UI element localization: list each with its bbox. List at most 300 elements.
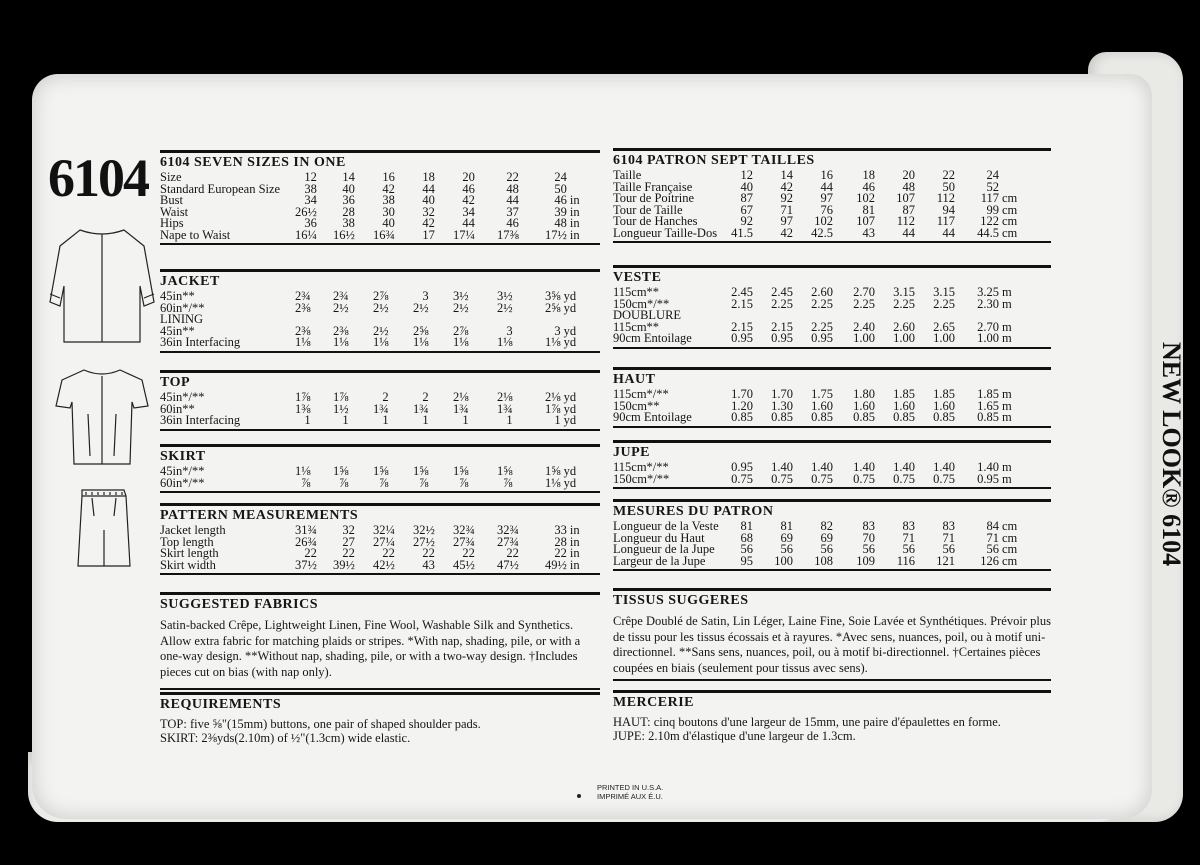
section-title: 6104 PATRON SEPT TAILLES xyxy=(613,148,1051,170)
table-cell: 44 xyxy=(422,181,435,196)
unit-cell xyxy=(567,172,600,184)
table-cell: 1⅝ xyxy=(413,464,429,478)
english-jacket-section xyxy=(160,269,600,353)
table-cell: 1⅞ xyxy=(545,401,561,416)
table-cell: 26½ xyxy=(295,204,317,219)
unit-cell: cm xyxy=(1002,191,1018,205)
table-cell: 1¾ xyxy=(413,401,429,416)
row-label: Largeur de la Jupe xyxy=(613,553,706,568)
table-cell: 2.65 xyxy=(933,319,955,334)
row-label: 115cm*/** xyxy=(613,387,669,401)
row-label: Longueur Taille-Dos xyxy=(613,225,718,240)
table-row xyxy=(160,415,600,427)
row-label: Skirt length xyxy=(160,546,219,560)
table-cell: 2.70 xyxy=(853,285,875,299)
table-cell: 3 xyxy=(506,323,513,338)
table-cell: 24 xyxy=(554,170,567,184)
table-cell: 1.60 xyxy=(811,398,833,413)
row-label: 36in Interfacing xyxy=(160,335,241,349)
printed-in-usa: PRINTED IN U.S.A. IMPRIMÉ AUX É.U. xyxy=(597,783,664,801)
brand-logo: NEW LOOK® 6104 xyxy=(1157,342,1186,567)
table-cell: 2¾ xyxy=(295,289,311,303)
row-label: 45in*/** xyxy=(160,390,205,404)
table-cell: 50 xyxy=(554,181,567,196)
table-cell: 56 xyxy=(986,542,999,556)
table-cell: 22 xyxy=(506,170,519,184)
table-cell: 83 xyxy=(862,519,875,533)
table-row xyxy=(160,337,600,349)
table-cell: 52 xyxy=(986,179,999,194)
table-cell: 1.60 xyxy=(853,398,875,413)
table-cell: 1.40 xyxy=(933,460,955,474)
french-mercerie-section xyxy=(613,690,1051,743)
table-cell: 1 xyxy=(462,413,469,427)
section-title: 6104 SEVEN SIZES IN ONE xyxy=(160,150,600,172)
unit-cell: yd xyxy=(563,335,577,349)
section-title: TISSUS SUGGERES xyxy=(613,588,1051,610)
row-label: 150cm** xyxy=(613,398,660,413)
table-cell: 44 xyxy=(820,179,833,194)
table-cell: 32 xyxy=(342,523,355,537)
unit-cell: m xyxy=(1002,398,1012,413)
row-label: Standard European Size xyxy=(160,181,281,196)
row-label: Tour de Poitrine xyxy=(613,191,695,205)
table-row xyxy=(160,230,600,242)
jacket-back-sketch xyxy=(50,230,154,342)
english-requirements-section xyxy=(160,692,600,745)
section-title: TOP xyxy=(160,370,600,392)
table-row xyxy=(613,228,1051,240)
table-cell: 2.25 xyxy=(933,296,955,311)
table-cell: 17 xyxy=(422,227,435,242)
table-cell: 1 xyxy=(382,413,389,427)
table-cell: 1 xyxy=(506,413,513,427)
unit-cell: m xyxy=(1002,460,1012,474)
table-cell: 56 xyxy=(862,542,875,556)
table-cell: 46 xyxy=(462,181,475,196)
unit-cell: m xyxy=(1002,319,1012,334)
section-title: JUPE xyxy=(613,440,1051,462)
table-cell: 1.20 xyxy=(731,398,753,413)
table-cell: 2.70 xyxy=(977,319,999,334)
unit-cell: yd xyxy=(563,289,577,303)
fabrics-text: Satin-backed Crêpe, Lightweight Linen, Fine Wool, Washable Silk and Synthetics. Allow extra fabric for matching plaids or stripes. *With nap, shading, pile, or with a one-way design. **Without nap, shading, pile, or with a two-way design. †Includes pieces cut on bias (with nap only). xyxy=(160,618,581,679)
table-cell: 70 xyxy=(862,530,875,545)
table-cell: 1⅝ xyxy=(453,464,469,478)
table-cell: 16¾ xyxy=(373,227,395,242)
row-label: Size xyxy=(160,170,182,184)
table-cell: 44 xyxy=(462,216,475,230)
table-cell: 2⅞ xyxy=(373,289,389,303)
table-cell: 1¾ xyxy=(373,401,389,416)
table-cell: 24 xyxy=(986,168,999,182)
table-row xyxy=(613,474,1051,486)
sizes-table xyxy=(160,172,600,241)
table-cell: 71 xyxy=(942,530,955,545)
table-cell: 1.60 xyxy=(933,398,955,413)
row-label: 115cm** xyxy=(613,285,660,299)
table-cell: 1.70 xyxy=(771,387,793,401)
table-cell: 2½ xyxy=(373,323,389,338)
table-cell: 1⅝ xyxy=(545,464,561,478)
table-cell: 2.15 xyxy=(731,296,753,311)
table-cell: 1.80 xyxy=(853,387,875,401)
table-cell: 2⅛ xyxy=(497,390,513,404)
table-cell: 16 xyxy=(382,170,395,184)
table-cell: 1.00 xyxy=(977,331,999,345)
table-cell: 0.95 xyxy=(811,331,833,345)
table-cell: 37½ xyxy=(295,557,317,572)
table-cell: 36 xyxy=(342,193,355,207)
table-cell: 34 xyxy=(462,204,475,219)
table-cell: 1½ xyxy=(333,401,349,416)
row-label: Longueur du Haut xyxy=(613,530,705,545)
table-cell: 107 xyxy=(896,191,915,205)
section-title: MESURES DU PATRON xyxy=(613,499,1051,521)
unit-cell: in xyxy=(569,204,580,219)
table-cell: 36 xyxy=(304,216,317,230)
table-cell: 99 xyxy=(986,202,999,217)
table-cell: 2¾ xyxy=(333,289,349,303)
table-cell: 31¾ xyxy=(295,523,317,537)
table-cell: 71 xyxy=(780,202,793,217)
table-row xyxy=(613,333,1051,345)
table-cell: 92 xyxy=(740,214,753,228)
unit-cell: in xyxy=(569,193,580,207)
table-cell: 1 xyxy=(342,413,349,427)
table-cell: 2.45 xyxy=(771,285,793,299)
table-cell: 2.25 xyxy=(771,296,793,311)
table-cell: 27¾ xyxy=(453,534,475,549)
table-cell: 0.95 xyxy=(977,471,999,486)
table-cell: 47½ xyxy=(497,557,519,572)
table-cell: 46 xyxy=(554,193,567,207)
skirt-yardage-table xyxy=(160,466,600,489)
row-label: Taille Française xyxy=(613,179,693,194)
table-cell: 44 xyxy=(942,225,955,240)
table-cell: 95 xyxy=(740,553,753,568)
table-cell: 12 xyxy=(304,170,317,184)
unit-cell: cm xyxy=(1002,542,1018,556)
table-cell: 2.40 xyxy=(853,319,875,334)
table-cell: 1⅛ xyxy=(497,335,513,349)
table-cell: 42 xyxy=(780,179,793,194)
row-label: 90cm Entoilage xyxy=(613,331,692,345)
table-cell: 92 xyxy=(780,191,793,205)
table-cell: 3.15 xyxy=(933,285,955,299)
table-cell: 1⅛ xyxy=(295,464,311,478)
table-cell: 112 xyxy=(896,214,915,228)
table-cell: 40 xyxy=(740,179,753,194)
row-label: 45in** xyxy=(160,289,195,303)
table-cell: 18 xyxy=(422,170,435,184)
unit-cell: in xyxy=(569,557,580,572)
skirt-sketch xyxy=(78,490,130,566)
unit-cell: yd xyxy=(563,475,577,490)
table-cell: 2.25 xyxy=(893,296,915,311)
table-cell: 1⅛ xyxy=(545,475,561,490)
table-cell: 2.25 xyxy=(853,296,875,311)
table-cell: 22 xyxy=(554,546,567,560)
table-cell: 3 xyxy=(422,289,429,303)
unit-cell: cm xyxy=(1002,202,1018,217)
table-cell: 1⅛ xyxy=(333,335,349,349)
unit-cell: in xyxy=(569,216,580,230)
table-cell: 67 xyxy=(740,202,753,217)
unit-cell: m xyxy=(1002,387,1012,401)
table-cell: 22 xyxy=(304,546,317,560)
table-cell: 3⅝ xyxy=(545,289,561,303)
table-cell: 68 xyxy=(740,530,753,545)
table-cell: 32¼ xyxy=(373,523,395,537)
pattern-number: 6104 xyxy=(48,148,148,208)
unit-cell: yd xyxy=(563,401,577,416)
table-cell: 81 xyxy=(780,519,793,533)
table-cell: 2.60 xyxy=(811,285,833,299)
table-cell: 32¾ xyxy=(453,523,475,537)
table-cell: 3 xyxy=(554,323,561,338)
row-label: Top length xyxy=(160,534,214,549)
row-label: 45in*/** xyxy=(160,464,205,478)
table-cell: 2.25 xyxy=(811,319,833,334)
table-cell: 1⅛ xyxy=(295,335,311,349)
table-cell: 42½ xyxy=(373,557,395,572)
jacket-yardage-table xyxy=(160,291,600,349)
table-row xyxy=(160,537,600,549)
unit-cell: yd xyxy=(563,464,577,478)
table-cell: 102 xyxy=(814,214,833,228)
table-cell: 1.75 xyxy=(811,387,833,401)
jupe-metrage-table xyxy=(613,462,1051,485)
table-row xyxy=(160,184,600,196)
table-cell: 2⅞ xyxy=(453,323,469,338)
table-cell: 16 xyxy=(820,168,833,182)
table-cell: 0.75 xyxy=(811,471,833,486)
row-label: Waist xyxy=(160,204,189,219)
table-cell: 84 xyxy=(986,519,999,533)
table-cell: ⅞ xyxy=(503,475,513,490)
sizes-table xyxy=(613,170,1051,239)
table-cell: 22 xyxy=(382,546,395,560)
table-cell: 56 xyxy=(942,542,955,556)
table-cell: 22 xyxy=(422,546,435,560)
english-fabrics-section xyxy=(160,592,600,690)
table-cell: 50 xyxy=(942,179,955,194)
table-cell: 44 xyxy=(506,193,519,207)
row-label: Taille xyxy=(613,168,642,182)
table-cell: 97 xyxy=(780,214,793,228)
mercerie-line: JUPE: 2.10m d'élastique d'une largeur de 1.3cm. xyxy=(613,729,856,743)
bullet-dot xyxy=(577,794,581,798)
table-cell: 107 xyxy=(856,214,875,228)
table-cell: 71 xyxy=(986,530,999,545)
table-cell: 97 xyxy=(820,191,833,205)
table-cell: 76 xyxy=(820,202,833,217)
section-title: JACKET xyxy=(160,269,600,291)
table-cell: 1.40 xyxy=(853,460,875,474)
table-cell: 1 xyxy=(422,413,429,427)
table-cell: 71 xyxy=(902,530,915,545)
table-cell: 112 xyxy=(936,191,955,205)
table-cell: 0.95 xyxy=(771,331,793,345)
table-cell: 2⅜ xyxy=(295,300,311,315)
table-cell: 40 xyxy=(342,181,355,196)
table-cell: 83 xyxy=(942,519,955,533)
table-cell: 34 xyxy=(304,193,317,207)
table-cell: 0.75 xyxy=(771,471,793,486)
table-cell: 1⅝ xyxy=(373,464,389,478)
table-cell: 22 xyxy=(462,546,475,560)
table-cell: 0.95 xyxy=(731,460,753,474)
table-row xyxy=(613,556,1051,568)
table-cell: 28 xyxy=(554,534,567,549)
table-cell: 39 xyxy=(554,204,567,219)
requirement-line: TOP: five ⅝"(15mm) buttons, one pair of shaped shoulder pads. xyxy=(160,717,481,731)
row-label: 90cm Entoilage xyxy=(613,410,692,424)
table-cell: ⅞ xyxy=(339,475,349,490)
table-cell: 0.75 xyxy=(933,471,955,486)
english-top-section xyxy=(160,370,600,431)
table-cell: 2.15 xyxy=(771,319,793,334)
table-cell: 1¾ xyxy=(497,401,513,416)
table-cell: 1.40 xyxy=(893,460,915,474)
section-title: SKIRT xyxy=(160,444,600,466)
table-cell: 45½ xyxy=(453,557,475,572)
english-sizes-section xyxy=(160,150,600,245)
table-cell: 83 xyxy=(902,519,915,533)
table-cell: 42.5 xyxy=(811,225,833,240)
row-label: Nape to Waist xyxy=(160,227,231,242)
row-label: 60in*/** xyxy=(160,475,205,490)
table-cell: 0.85 xyxy=(811,410,833,424)
french-mesures-section xyxy=(613,499,1051,571)
unit-cell: yd xyxy=(563,413,577,427)
unit-cell: yd xyxy=(563,323,577,338)
table-cell: 1.85 xyxy=(893,387,915,401)
table-cell: 1.00 xyxy=(933,331,955,345)
unit-cell: m xyxy=(1002,471,1012,486)
table-cell: 46 xyxy=(862,179,875,194)
section-title: PATTERN MEASUREMENTS xyxy=(160,503,600,525)
table-cell: 22 xyxy=(506,546,519,560)
table-cell: 2⅝ xyxy=(545,300,561,315)
table-cell: 26¾ xyxy=(295,534,317,549)
top-back-sketch xyxy=(56,370,148,464)
table-cell: 1.70 xyxy=(731,387,753,401)
table-cell: 3½ xyxy=(453,289,469,303)
row-label: Longueur de la Veste xyxy=(613,519,719,533)
table-cell: 56 xyxy=(780,542,793,556)
row-label: Hips xyxy=(160,216,184,230)
table-cell: 42 xyxy=(462,193,475,207)
unit-cell: yd xyxy=(563,300,577,315)
row-label: 150cm*/** xyxy=(613,296,670,311)
table-cell: 2.60 xyxy=(893,319,915,334)
table-cell: 2⅛ xyxy=(453,390,469,404)
table-cell: 40 xyxy=(422,193,435,207)
unit-cell: yd xyxy=(563,390,577,404)
table-cell: 43 xyxy=(422,557,435,572)
table-cell: 0.75 xyxy=(853,471,875,486)
garment-illustrations xyxy=(48,224,158,569)
table-cell: 1 xyxy=(304,413,311,427)
table-cell: 20 xyxy=(902,168,915,182)
table-cell: 122 xyxy=(980,214,999,228)
table-cell: 1⅛ xyxy=(453,335,469,349)
table-cell: 39½ xyxy=(333,557,355,572)
table-cell: 3½ xyxy=(497,289,513,303)
table-cell: 87 xyxy=(740,191,753,205)
row-label: Skirt width xyxy=(160,557,216,572)
table-cell: 126 xyxy=(980,553,999,568)
row-label: 150cm*/** xyxy=(613,471,670,486)
table-cell: 38 xyxy=(382,193,395,207)
table-cell: 102 xyxy=(856,191,875,205)
table-cell: 44 xyxy=(902,225,915,240)
section-title: HAUT xyxy=(613,367,1051,389)
table-cell: ⅞ xyxy=(419,475,429,490)
table-cell: 22 xyxy=(342,546,355,560)
row-label: LINING xyxy=(160,312,204,326)
french-veste-section xyxy=(613,265,1051,349)
table-cell: 2.45 xyxy=(731,285,753,299)
table-cell: 56 xyxy=(902,542,915,556)
table-cell: 1.85 xyxy=(977,387,999,401)
table-cell: 1 xyxy=(554,413,561,427)
french-sizes-section xyxy=(613,148,1051,243)
table-cell: 27¾ xyxy=(497,534,519,549)
haut-metrage-table xyxy=(613,389,1051,424)
row-label: Longueur de la Jupe xyxy=(613,542,715,556)
table-cell: 27¼ xyxy=(373,534,395,549)
table-cell: 42 xyxy=(780,225,793,240)
table-cell: ⅞ xyxy=(301,475,311,490)
table-cell: 16½ xyxy=(333,227,355,242)
table-cell: 81 xyxy=(862,202,875,217)
table-cell: 20 xyxy=(462,170,475,184)
unit-cell: in xyxy=(569,534,580,549)
table-cell: 33 xyxy=(554,523,567,537)
unit-cell: m xyxy=(1002,410,1012,424)
mercerie-line: HAUT: cinq boutons d'une largeur de 15mm, une paire d'épaulettes en forme. xyxy=(613,715,1001,729)
table-cell: 2⅛ xyxy=(545,390,561,404)
french-tissus-section xyxy=(613,588,1051,681)
table-cell: ⅞ xyxy=(459,475,469,490)
table-cell: 1¾ xyxy=(453,401,469,416)
table-cell: 32½ xyxy=(413,523,435,537)
row-label: Jacket length xyxy=(160,523,226,537)
row-label: 115cm*/** xyxy=(613,460,669,474)
table-cell: 48 xyxy=(554,216,567,230)
requirement-line: SKIRT: 2⅜yds(2.10m) of ½"(1.3cm) wide elastic. xyxy=(160,731,411,745)
table-cell: 2 xyxy=(422,390,429,404)
table-cell: 48 xyxy=(506,181,519,196)
table-cell: 0.85 xyxy=(771,410,793,424)
table-cell: 94 xyxy=(942,202,955,217)
unit-cell: cm xyxy=(1002,225,1018,240)
table-cell: 43 xyxy=(862,225,875,240)
row-label: 45in** xyxy=(160,323,195,338)
table-cell: 12 xyxy=(740,168,753,182)
section-title: MERCERIE xyxy=(613,690,1051,712)
table-cell: 0.85 xyxy=(731,410,753,424)
table-cell: 42 xyxy=(382,181,395,196)
table-cell: 0.95 xyxy=(731,331,753,345)
table-cell: 1.00 xyxy=(893,331,915,345)
veste-metrage-table xyxy=(613,287,1051,345)
table-cell: 117 xyxy=(980,191,999,205)
table-cell: 14 xyxy=(342,170,355,184)
